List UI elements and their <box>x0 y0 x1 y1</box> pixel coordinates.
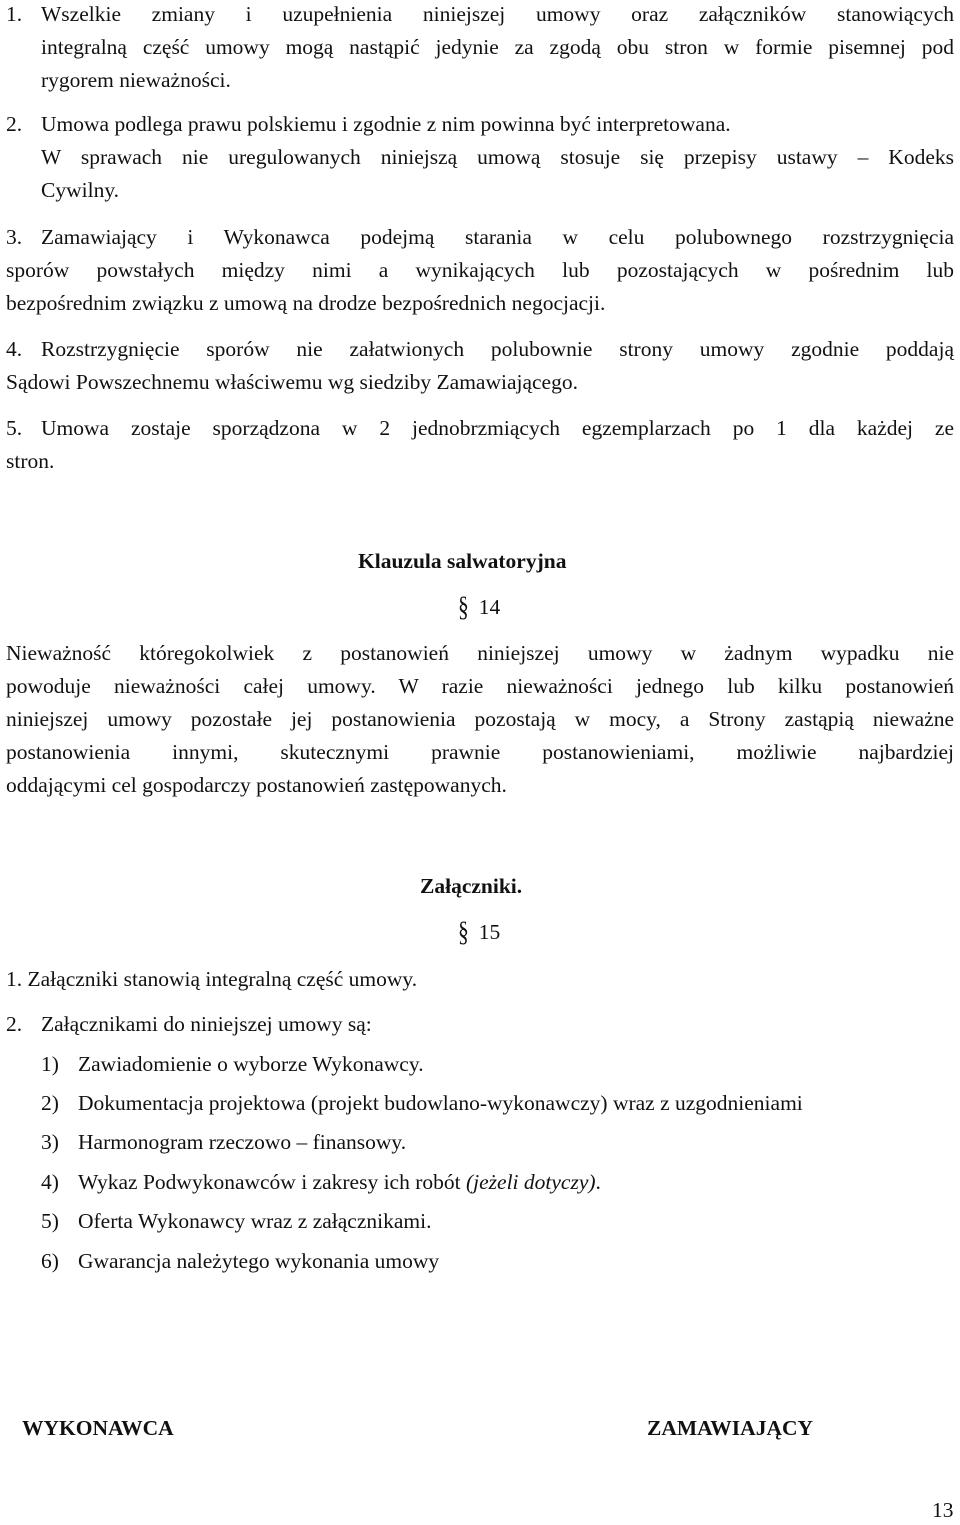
attachment-number-2: 2) <box>41 1091 59 1115</box>
attachment-text-6: Gwarancja należytego wykonania umowy <box>78 1249 440 1273</box>
attachments-heading: Załączniki. <box>420 874 523 898</box>
attachments-item-2-text: Załącznikami do niniejszej umowy są: <box>41 1012 372 1036</box>
salvatory-line-1: Nieważność któregokolwiek z postanowień niniejszej umowy w żadnym wypadku nie <box>6 641 954 665</box>
attachment-text-4 <box>78 1172 601 1194</box>
salvatory-line-2: powoduje nieważności całej umowy. W razie nieważności jednego lub kilku postanowień <box>6 674 954 698</box>
clause-5-line-1: Umowa zostaje sporządzona w 2 jednobrzmiących egzemplarzach po 1 dla każdej ze <box>41 416 954 440</box>
clause-number-5: 5. <box>6 416 23 440</box>
clause-5-line-2: stron. <box>6 449 55 473</box>
salvatory-line-4: postanowienia innymi, skutecznymi prawnie postanowieniami, możliwie najbardziej <box>6 740 954 764</box>
attachment-text-2: Dokumentacja projektowa (projekt budowlano-wykonawczy) wraz z uzgodnieniami <box>78 1091 803 1115</box>
clause-1-line-3: rygorem nieważności. <box>41 68 231 92</box>
attachment-number-3: 3) <box>41 1130 59 1154</box>
attachment-number-5: 5) <box>41 1209 59 1233</box>
clause-4-line-2: Sądowi Powszechnemu właściwemu wg siedziby Zamawiającego. <box>6 370 578 394</box>
clause-2-line-2: W sprawach nie uregulowanych niniejszą umową stosuje się przepisy ustawy – Kodeks <box>41 145 954 169</box>
attachment-text-4-italic: (jeżeli dotyczy) <box>466 1170 596 1194</box>
section-15-number: 15 <box>478 920 501 944</box>
signature-contractor: WYKONAWCA <box>22 1416 174 1440</box>
clause-1-line-2: integralną część umowy mogą nastąpić jedynie za zgodą obu stron w formie pisemnej pod <box>41 35 954 59</box>
attachment-number-1: 1) <box>41 1052 59 1076</box>
clause-number-1: 1. <box>6 2 23 26</box>
section-15-mark <box>458 915 501 948</box>
attachment-text-4-after: . <box>595 1170 601 1194</box>
clause-2-line-1: Umowa podlega prawu polskiemu i zgodnie z nim powinna być interpretowana. <box>41 112 731 136</box>
salvatory-line-3: niniejszej umowy pozostałe jej postanowienia pozostają w mocy, a Strony zastąpią nieważne <box>6 707 954 731</box>
clause-1-line-1: Wszelkie zmiany i uzupełnienia niniejszej umowy oraz załączników stanowiących <box>41 2 954 26</box>
attachments-item-2-number: 2. <box>6 1012 23 1036</box>
page-number: 13 <box>932 1498 954 1522</box>
attachment-text-5: Oferta Wykonawcy wraz z załącznikami. <box>78 1209 432 1233</box>
attachment-number-4: 4) <box>41 1170 59 1194</box>
clause-number-2: 2. <box>6 112 23 136</box>
clause-3-line-1: Zamawiający i Wykonawca podejmą starania w celu polubownego rozstrzygnięcia <box>41 225 954 249</box>
attachment-text-4-main: Wykaz Podwykonawców i zakresy ich robót <box>78 1170 466 1194</box>
salvatory-heading: Klauzula salwatoryjna <box>358 549 567 573</box>
clause-number-3: 3. <box>6 225 23 249</box>
clause-4-line-1: Rozstrzygnięcie sporów nie załatwionych polubownie strony umowy zgodnie poddają <box>41 337 954 361</box>
section-14-number: 14 <box>478 595 501 619</box>
attachments-item-1: 1. Załączniki stanowią integralną część umowy. <box>6 967 418 991</box>
section-14-mark <box>458 590 501 623</box>
attachment-text-3: Harmonogram rzeczowo – finansowy. <box>78 1130 407 1154</box>
clause-number-4: 4. <box>6 337 23 361</box>
salvatory-line-5: oddającymi cel gospodarczy postanowień zastępowanych. <box>6 773 507 797</box>
section-sign-icon: § <box>458 590 469 623</box>
attachment-text-1: Zawiadomienie o wyborze Wykonawcy. <box>78 1052 424 1076</box>
signature-ordering-party: ZAMAWIAJĄCY <box>647 1416 814 1440</box>
attachment-number-6: 6) <box>41 1249 59 1273</box>
section-sign-icon: § <box>458 915 469 948</box>
clause-3-line-2: sporów powstałych między nimi a wynikających lub pozostających w pośrednim lub <box>6 258 954 282</box>
clause-3-line-3: bezpośrednim związku z umową na drodze bezpośrednich negocjacji. <box>6 291 606 315</box>
clause-2-line-3: Cywilny. <box>41 178 120 202</box>
